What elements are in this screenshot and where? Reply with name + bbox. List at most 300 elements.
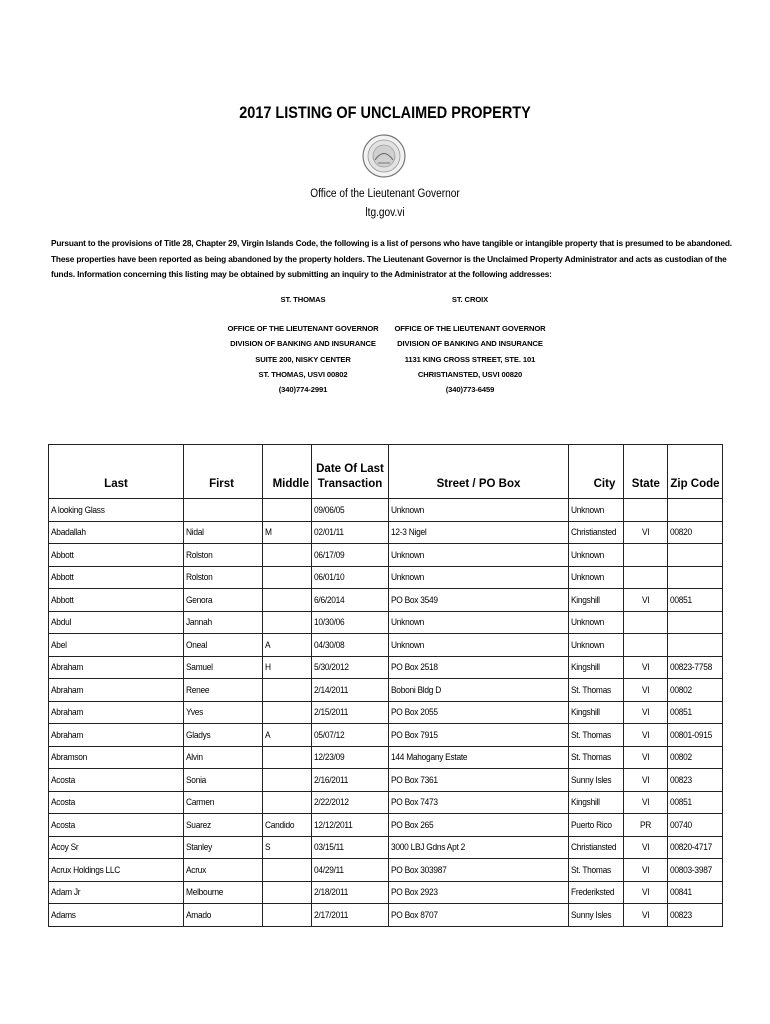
cell-city-text: Puerto Rico (571, 819, 612, 830)
cell-first-text: Rolston (186, 549, 213, 560)
cell-zip-text: 00841 (670, 887, 693, 898)
cell-street (389, 746, 569, 769)
cell-state (624, 724, 668, 747)
cell-street (389, 836, 569, 859)
column-header-date (312, 445, 389, 499)
cell-date (312, 656, 389, 679)
cell-zip (668, 881, 722, 904)
cell-middle (263, 814, 312, 837)
table-row (49, 679, 723, 702)
cell-first (184, 724, 263, 747)
cell-first-text: Amado (186, 909, 212, 920)
cell-last-text: A looking Glass (51, 504, 105, 515)
cell-last (49, 904, 184, 927)
cell-zip (668, 499, 722, 522)
address-line: SUITE 200, NISKY CENTER (255, 354, 351, 364)
cell-first (184, 521, 263, 544)
cell-last-text: Abramson (51, 752, 87, 763)
cell-first (184, 634, 263, 657)
cell-first (184, 814, 263, 837)
cell-middle-text: Candido (265, 819, 295, 830)
cell-last-text: Abdul (51, 617, 72, 628)
table-row (49, 566, 723, 589)
cell-first (184, 679, 263, 702)
cell-state-text: PR (639, 819, 651, 830)
cell-last-text: Acosta (51, 819, 75, 830)
cell-zip (668, 544, 722, 567)
cell-zip-text: 00801-0915 (670, 729, 713, 740)
table-row (49, 791, 723, 814)
cell-street (389, 544, 569, 567)
cell-zip-text: 00803-3987 (670, 864, 713, 875)
cell-street (389, 814, 569, 837)
cell-zip (668, 724, 722, 747)
cell-middle (263, 791, 312, 814)
cell-date-text: 10/30/06 (314, 617, 345, 628)
cell-city (569, 701, 624, 724)
cell-state (624, 746, 668, 769)
table-row (49, 881, 723, 904)
cell-zip (668, 679, 722, 702)
cell-state (624, 656, 668, 679)
cell-city (569, 499, 624, 522)
cell-city (569, 814, 624, 837)
cell-middle (263, 836, 312, 859)
cell-street-text: PO Box 2055 (391, 707, 438, 718)
cell-zip-text: 00823 (670, 909, 693, 920)
cell-first-text: Rolston (186, 572, 213, 583)
table-row (49, 634, 723, 657)
cell-street (389, 589, 569, 612)
address-line: CHRISTIANSTED, USVI 00820 (417, 369, 523, 379)
cell-state-text: VI (641, 684, 650, 695)
cell-state-text: VI (641, 797, 650, 808)
cell-last (49, 814, 184, 837)
cell-city (569, 859, 624, 882)
cell-date (312, 859, 389, 882)
cell-first (184, 589, 263, 612)
cell-first (184, 859, 263, 882)
cell-first (184, 499, 263, 522)
cell-last-text: Acoy Sr (51, 842, 79, 853)
cell-state (624, 836, 668, 859)
cell-zip (668, 656, 722, 679)
cell-first (184, 544, 263, 567)
table-row (49, 611, 723, 634)
table-row (49, 746, 723, 769)
cell-date-text: 2/17/2011 (314, 909, 349, 920)
table-row (49, 521, 723, 544)
cell-last-text: Abraham (51, 684, 84, 695)
cell-street-text: Unknown (391, 572, 425, 583)
cell-state (624, 611, 668, 634)
column-header-date-line2: Transaction (317, 478, 383, 490)
cell-last (49, 836, 184, 859)
unclaimed-property-table (48, 444, 723, 927)
cell-zip (668, 769, 722, 792)
cell-state-text: VI (641, 752, 650, 763)
cell-street (389, 769, 569, 792)
cell-city-text: St. Thomas (571, 752, 611, 763)
cell-last (49, 521, 184, 544)
cell-last (49, 544, 184, 567)
cell-middle-text: A (265, 729, 271, 740)
cell-first-text: Melbourne (186, 887, 224, 898)
cell-state-text: VI (641, 729, 650, 740)
cell-state-text: VI (641, 707, 650, 718)
cell-city-text: St. Thomas (571, 864, 611, 875)
cell-last (49, 746, 184, 769)
cell-zip-text: 00851 (670, 594, 693, 605)
cell-first (184, 881, 263, 904)
cell-middle (263, 724, 312, 747)
cell-middle (263, 656, 312, 679)
cell-first-text: Samuel (186, 662, 213, 673)
cell-city-text: Unknown (571, 617, 605, 628)
cell-date-text: 09/06/05 (314, 504, 345, 515)
column-header-state: State (624, 445, 668, 499)
cell-street-text: PO Box 2923 (391, 887, 438, 898)
cell-date (312, 611, 389, 634)
cell-city-text: Kingshill (571, 594, 600, 605)
cell-first-text: Renee (186, 684, 210, 695)
cell-street-text: 12-3 Nigel (391, 527, 427, 538)
table-row (49, 589, 723, 612)
cell-state (624, 904, 668, 927)
cell-date (312, 791, 389, 814)
cell-middle (263, 679, 312, 702)
address-line: 1131 KING CROSS STREET, STE. 101 (404, 354, 536, 364)
cell-date (312, 521, 389, 544)
cell-middle (263, 904, 312, 927)
cell-city-text: Frederiksted (571, 887, 615, 898)
cell-street (389, 904, 569, 927)
table-row (49, 904, 723, 927)
cell-middle (263, 521, 312, 544)
cell-last-text: Adams (51, 909, 76, 920)
cell-first (184, 791, 263, 814)
cell-date (312, 589, 389, 612)
table-row (49, 656, 723, 679)
cell-date-text: 2/15/2011 (314, 707, 349, 718)
address-st-croix (370, 292, 570, 397)
cell-city-text: Unknown (571, 549, 605, 560)
cell-last-text: Abraham (51, 707, 84, 718)
cell-last (49, 566, 184, 589)
cell-date (312, 634, 389, 657)
column-header-zip: Zip Code (668, 445, 722, 499)
cell-first (184, 566, 263, 589)
cell-date-text: 04/29/11 (314, 864, 344, 875)
cell-last-text: Acrux Holdings LLC (51, 864, 121, 875)
cell-date (312, 566, 389, 589)
cell-street-text: PO Box 303987 (391, 864, 447, 875)
cell-street (389, 521, 569, 544)
cell-middle (263, 566, 312, 589)
cell-city-text: Kingshill (571, 797, 600, 808)
column-header-city: City (569, 445, 624, 499)
cell-street-text: PO Box 7473 (391, 797, 438, 808)
cell-state (624, 679, 668, 702)
cell-first-text: Genora (186, 594, 213, 605)
page-title: 2017 LISTING OF UNCLAIMED PROPERTY (239, 103, 531, 122)
cell-last (49, 859, 184, 882)
cell-street-text: 3000 LBJ Gdns Apt 2 (391, 842, 465, 853)
intro-paragraph: Pursuant to the provisions of Title 28, Chapter 29, Virgin Islands Code, the following is a list of persons who have tangible or intangible property that is presumed to be abandoned. These properties have been reported as being abandoned by the property holders. The Lieutenant Governor is the Unclaimed Property Administrator and acts as custodian of the funds. Information concerning this listing may be obtained by submitting an inquiry to the Administrator at the following addresses: (51, 238, 732, 279)
cell-date-text: 02/01/11 (314, 527, 344, 538)
cell-last-text: Abbott (51, 572, 74, 583)
cell-last-text: Abadallah (51, 527, 86, 538)
cell-zip (668, 566, 722, 589)
cell-middle (263, 769, 312, 792)
cell-street-text: PO Box 7915 (391, 729, 438, 740)
cell-first-text: Nidal (186, 527, 204, 538)
cell-date-text: 5/30/2012 (314, 662, 349, 673)
cell-city (569, 634, 624, 657)
cell-zip (668, 589, 722, 612)
table-row (49, 836, 723, 859)
cell-zip (668, 836, 722, 859)
cell-city (569, 791, 624, 814)
table-header-row (49, 445, 723, 499)
cell-zip-text: 00802 (670, 684, 693, 695)
cell-street-text: Unknown (391, 639, 425, 650)
cell-city-text: St. Thomas (571, 684, 611, 695)
cell-zip (668, 611, 722, 634)
cell-last (49, 881, 184, 904)
cell-last (49, 769, 184, 792)
cell-street-text: PO Box 3549 (391, 594, 438, 605)
cell-last (49, 679, 184, 702)
cell-date-text: 2/16/2011 (314, 774, 349, 785)
cell-zip-text: 00823 (670, 774, 693, 785)
address-line: OFFICE OF THE LIEUTENANT GOVERNOR (227, 324, 379, 334)
website-link[interactable]: ltg.gov.vi (365, 207, 405, 219)
cell-date (312, 904, 389, 927)
cell-date (312, 881, 389, 904)
cell-street (389, 859, 569, 882)
cell-zip-text: 00820-4717 (670, 842, 713, 853)
cell-first-text: Acrux (186, 864, 207, 875)
cell-state-text: VI (641, 774, 650, 785)
cell-street (389, 499, 569, 522)
cell-last (49, 791, 184, 814)
cell-state (624, 589, 668, 612)
cell-first (184, 701, 263, 724)
cell-date-text: 6/6/2014 (314, 594, 345, 605)
cell-date-text: 04/30/08 (314, 639, 345, 650)
cell-date-text: 05/07/12 (314, 729, 345, 740)
cell-street-text: Boboni Bldg D (391, 684, 441, 695)
cell-street-text: PO Box 7361 (391, 774, 438, 785)
cell-city-text: Kingshill (571, 662, 600, 673)
cell-street (389, 724, 569, 747)
table-row (49, 701, 723, 724)
cell-first-text: Jannah (186, 617, 212, 628)
cell-first (184, 746, 263, 769)
cell-city (569, 611, 624, 634)
cell-date (312, 746, 389, 769)
cell-street (389, 566, 569, 589)
cell-date-text: 06/01/10 (314, 572, 345, 583)
column-header-last: Last (49, 445, 184, 499)
column-header-first: First (184, 445, 263, 499)
address-line: OFFICE OF THE LIEUTENANT GOVERNOR (394, 324, 546, 334)
table-row (49, 859, 723, 882)
cell-last (49, 656, 184, 679)
cell-first-text: Suarez (186, 819, 211, 830)
cell-first-text: Gladys (186, 729, 211, 740)
cell-street-text: Unknown (391, 504, 425, 515)
cell-middle-text: M (265, 527, 272, 538)
cell-zip-text: 00851 (670, 707, 693, 718)
cell-middle-text: A (265, 639, 271, 650)
table-row (49, 724, 723, 747)
cell-first (184, 904, 263, 927)
cell-city (569, 679, 624, 702)
cell-first-text: Stanley (186, 842, 213, 853)
cell-first-text: Yves (186, 707, 204, 718)
cell-zip-text: 00740 (670, 819, 693, 830)
cell-street (389, 656, 569, 679)
cell-street (389, 634, 569, 657)
cell-street-text: 144 Mahogany Estate (391, 752, 468, 763)
cell-zip (668, 521, 722, 544)
cell-last-text: Abbott (51, 594, 74, 605)
cell-middle (263, 746, 312, 769)
cell-date (312, 769, 389, 792)
address-phone: (340)774-2991 (278, 385, 328, 395)
cell-city (569, 746, 624, 769)
cell-middle (263, 634, 312, 657)
cell-date (312, 724, 389, 747)
cell-first (184, 656, 263, 679)
cell-state (624, 701, 668, 724)
cell-city (569, 656, 624, 679)
cell-city-text: Sunny Isles (571, 774, 612, 785)
cell-street (389, 679, 569, 702)
cell-city-text: Unknown (571, 504, 605, 515)
cell-state (624, 814, 668, 837)
cell-zip (668, 814, 722, 837)
address-phone: (340)773-6459 (445, 385, 495, 395)
cell-middle-text: S (265, 842, 271, 853)
table-row (49, 814, 723, 837)
cell-last-text: Abraham (51, 729, 84, 740)
cell-date-text: 2/22/2012 (314, 797, 349, 808)
address-line: ST. THOMAS, USVI 00802 (258, 369, 348, 379)
cell-city-text: Christiansted (571, 527, 617, 538)
cell-last-text: Abraham (51, 662, 84, 673)
cell-middle (263, 544, 312, 567)
table-body (49, 499, 723, 927)
cell-middle (263, 859, 312, 882)
table-row (49, 499, 723, 522)
cell-state-text: VI (641, 864, 650, 875)
cell-street-text: Unknown (391, 617, 425, 628)
cell-city-text: Unknown (571, 639, 605, 650)
official-seal-icon (361, 133, 407, 179)
cell-city (569, 544, 624, 567)
cell-first-text: Oneal (186, 639, 207, 650)
cell-state-text: VI (641, 527, 650, 538)
cell-state-text: VI (641, 594, 650, 605)
cell-first (184, 769, 263, 792)
cell-date-text: 12/23/09 (314, 752, 345, 763)
office-name: Office of the Lieutenant Governor (310, 188, 460, 200)
cell-city (569, 724, 624, 747)
cell-first (184, 611, 263, 634)
address-heading: ST. CROIX (451, 295, 489, 304)
cell-zip-text: 00823-7758 (670, 662, 713, 673)
cell-first-text: Sonia (186, 774, 207, 785)
cell-state (624, 566, 668, 589)
cell-date (312, 701, 389, 724)
address-line: DIVISION OF BANKING AND INSURANCE (397, 339, 543, 349)
cell-middle (263, 701, 312, 724)
cell-zip (668, 701, 722, 724)
cell-date-text: 03/15/11 (314, 842, 344, 853)
cell-zip (668, 746, 722, 769)
cell-state (624, 881, 668, 904)
cell-date (312, 499, 389, 522)
cell-state-text: VI (641, 887, 650, 898)
cell-date (312, 836, 389, 859)
cell-state-text: VI (641, 909, 650, 920)
cell-state (624, 634, 668, 657)
cell-middle (263, 881, 312, 904)
cell-city (569, 566, 624, 589)
cell-street-text: PO Box 8707 (391, 909, 438, 920)
cell-state-text: VI (641, 662, 650, 673)
cell-city-text: Unknown (571, 572, 605, 583)
cell-last-text: Acosta (51, 774, 75, 785)
column-header-street: Street / PO Box (389, 445, 569, 499)
cell-first-text: Carmen (186, 797, 215, 808)
cell-street (389, 881, 569, 904)
cell-last (49, 611, 184, 634)
cell-middle (263, 611, 312, 634)
cell-date-text: 2/18/2011 (314, 887, 349, 898)
column-header-date-line1: Date Of Last (316, 463, 384, 475)
cell-last-text: Adam Jr (51, 887, 81, 898)
cell-city-text: Kingshill (571, 707, 600, 718)
cell-city-text: St. Thomas (571, 729, 611, 740)
cell-street-text: Unknown (391, 549, 425, 560)
cell-last-text: Abbott (51, 549, 74, 560)
cell-zip (668, 904, 722, 927)
cell-city (569, 769, 624, 792)
cell-city-text: Christiansted (571, 842, 617, 853)
table-row (49, 769, 723, 792)
cell-zip (668, 859, 722, 882)
cell-date (312, 679, 389, 702)
cell-street (389, 611, 569, 634)
cell-city (569, 589, 624, 612)
cell-city-text: Sunny Isles (571, 909, 612, 920)
cell-date (312, 814, 389, 837)
cell-date-text: 06/17/09 (314, 549, 345, 560)
cell-state (624, 521, 668, 544)
cell-street-text: PO Box 2518 (391, 662, 438, 673)
cell-last (49, 724, 184, 747)
cell-zip (668, 634, 722, 657)
cell-date (312, 544, 389, 567)
address-line: DIVISION OF BANKING AND INSURANCE (230, 339, 376, 349)
cell-date-text: 2/14/2011 (314, 684, 349, 695)
table-row (49, 544, 723, 567)
cell-zip (668, 791, 722, 814)
